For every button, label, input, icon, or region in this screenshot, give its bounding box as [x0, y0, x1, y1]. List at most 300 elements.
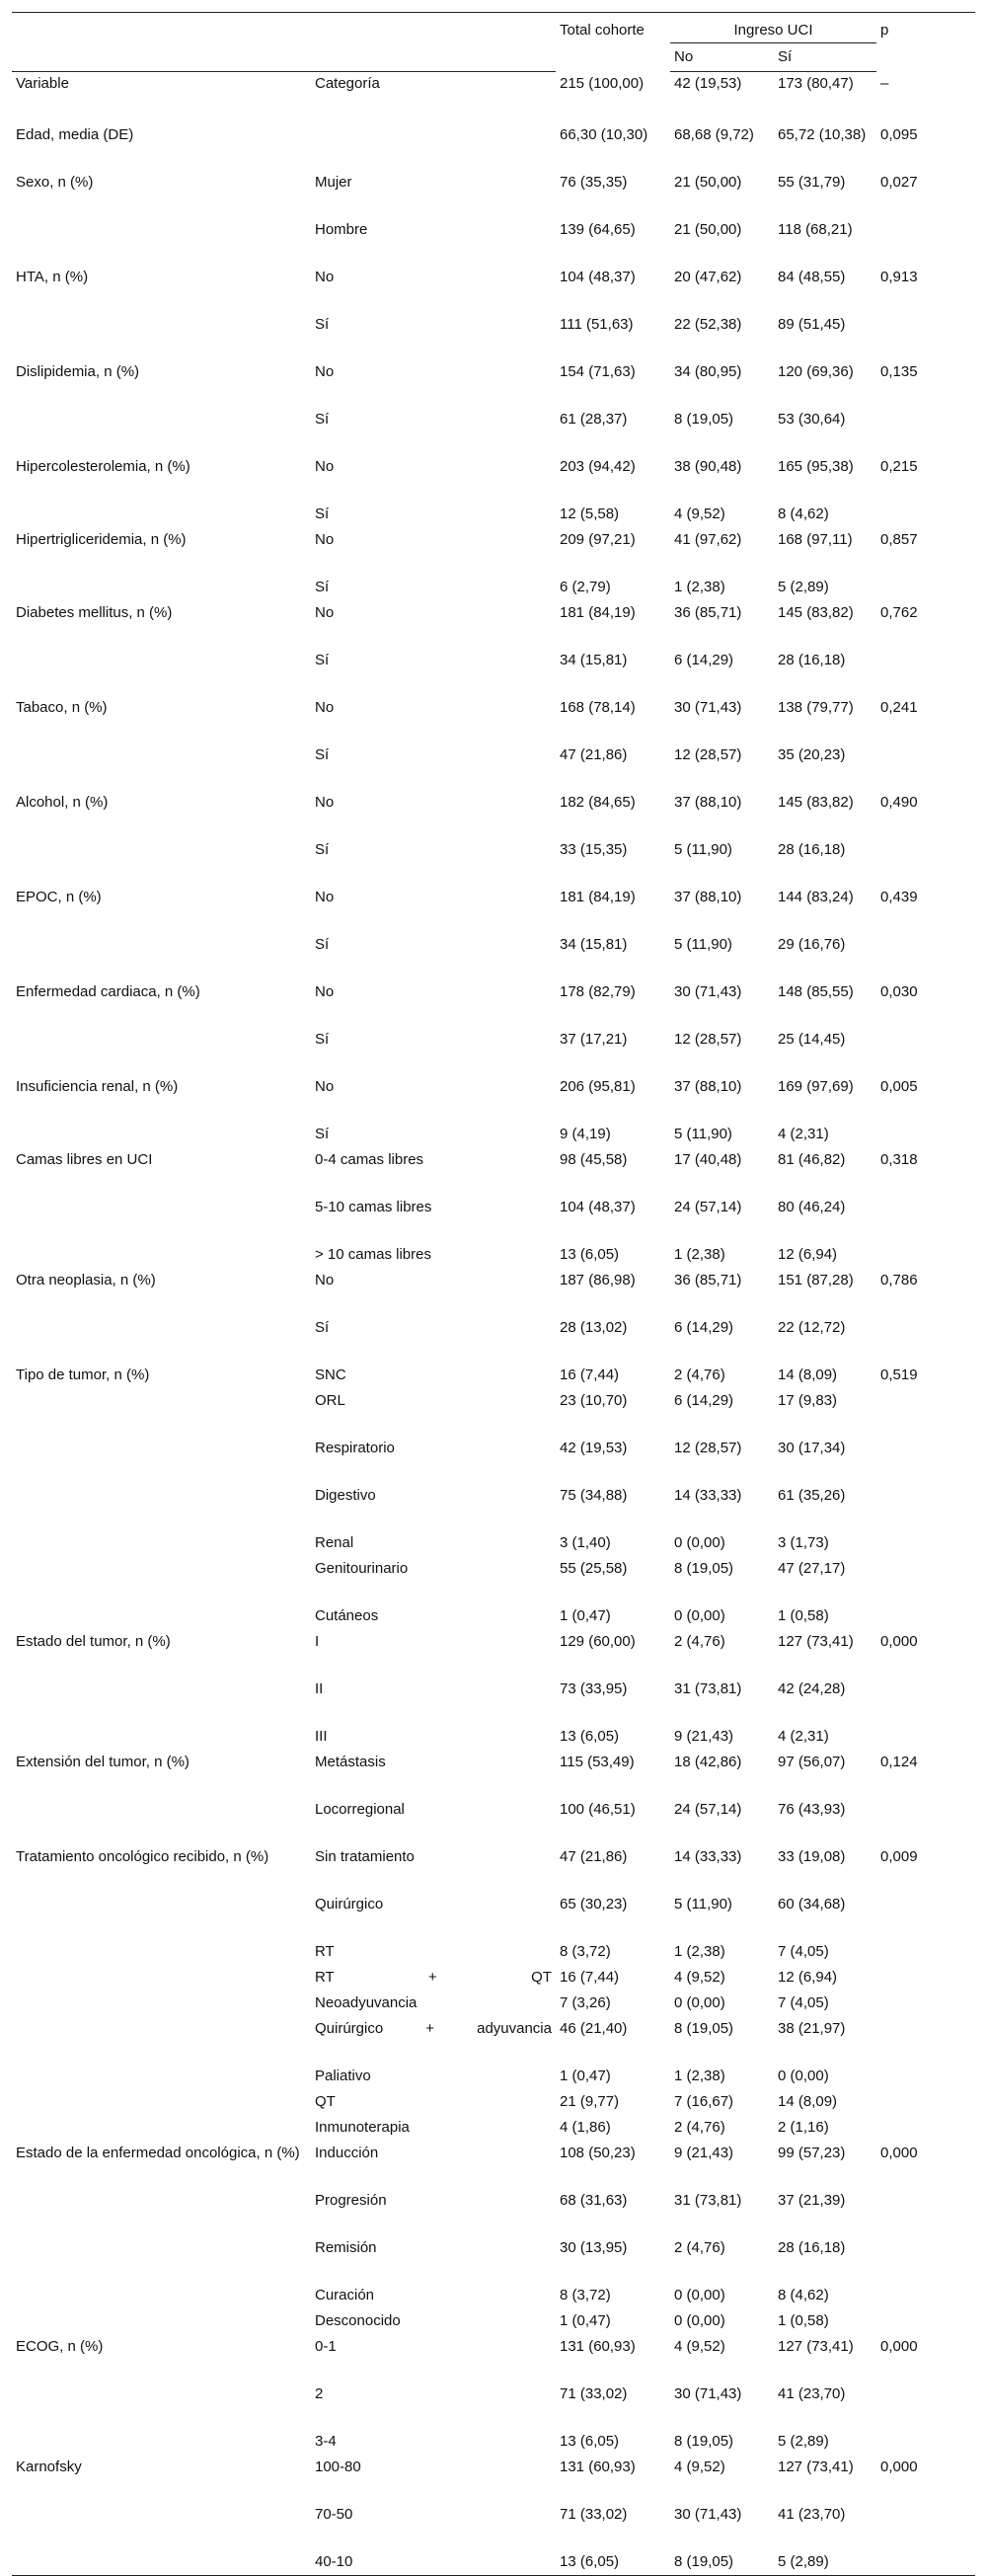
- variable-cell: Edad, media (DE): [16, 125, 134, 143]
- variable-cell: [12, 1028, 311, 1075]
- total-cell: 182 (84,65): [560, 793, 636, 811]
- p-cell: [876, 2189, 975, 2236]
- no-cell: 30 (71,43): [674, 2505, 742, 2523]
- total-cell: 71 (33,02): [560, 2505, 628, 2523]
- table-row: [12, 1075, 975, 1123]
- variable-cell: [12, 1940, 311, 1966]
- variable-cell: [12, 1437, 311, 1484]
- variable-cell: [12, 2382, 311, 2430]
- no-cell: 30 (71,43): [674, 698, 742, 716]
- si-cell: 127 (73,41): [778, 2458, 854, 2475]
- variable-cell: Sexo, n (%): [16, 173, 94, 191]
- variable-cell: [12, 576, 311, 601]
- p-cell: [876, 1437, 975, 1484]
- table-row: [12, 1966, 975, 1991]
- categoria-cell: Sí: [315, 1030, 330, 1048]
- total-cell: 4 (1,86): [560, 2118, 611, 2136]
- total-cell: 104 (48,37): [560, 268, 636, 285]
- si-cell: 42 (24,28): [778, 1679, 846, 1697]
- p-cell: [876, 1557, 975, 1604]
- no-cell: 41 (97,62): [674, 530, 742, 548]
- table-row: [12, 72, 975, 123]
- total-cell: 131 (60,93): [560, 2337, 636, 2355]
- categoria-cell: No: [315, 1271, 335, 1288]
- total-cell: 73 (33,95): [560, 1679, 628, 1697]
- si-cell: 99 (57,23): [778, 2144, 846, 2161]
- table-row: [12, 2382, 975, 2430]
- categoria-cell: Sí: [315, 840, 330, 858]
- no-cell: 8 (19,05): [674, 2019, 734, 2037]
- variable-cell: [12, 218, 311, 266]
- p-cell: [876, 1531, 975, 1557]
- categoria-cell: Sí: [315, 505, 330, 522]
- si-cell: 12 (6,94): [778, 1968, 838, 1986]
- no-cell: 0 (0,00): [674, 1993, 725, 2011]
- table-row: [12, 313, 975, 360]
- no-cell: 8 (19,05): [674, 2432, 734, 2450]
- p-cell: [876, 2382, 975, 2430]
- total-cell: 8 (3,72): [560, 2286, 611, 2303]
- total-cell: 13 (6,05): [556, 2550, 670, 2576]
- table-row: [12, 1484, 975, 1531]
- p-cell: [876, 743, 975, 791]
- p-cell: 0,857: [880, 530, 918, 548]
- no-cell: 30 (71,43): [674, 982, 742, 1000]
- table-row: [12, 1798, 975, 1845]
- total-cell: 13 (6,05): [560, 2432, 620, 2450]
- si-cell: 55 (31,79): [778, 173, 846, 191]
- variable-cell: [12, 1798, 311, 1845]
- no-cell: 20 (47,62): [674, 268, 742, 285]
- variable-cell: [12, 838, 311, 886]
- si-cell: 76 (43,93): [778, 1800, 846, 1818]
- table-body: [12, 72, 975, 2576]
- variable-cell: Otra neoplasia, n (%): [16, 1271, 156, 1288]
- variable-cell: [12, 2550, 311, 2576]
- no-cell: 12 (28,57): [674, 1030, 742, 1048]
- categoria-cell: Renal: [315, 1533, 354, 1551]
- categoria-cell: Mujer: [315, 173, 352, 191]
- total-cell: 65 (30,23): [560, 1895, 628, 1912]
- categoria-cell: Paliativo: [315, 2067, 371, 2084]
- total-cell: 6 (2,79): [560, 578, 611, 595]
- total-cell: 104 (48,37): [560, 1198, 636, 1215]
- table-row: [12, 1123, 975, 1148]
- variable-cell: [12, 408, 311, 455]
- p-cell: [876, 2550, 975, 2576]
- total-cell: 55 (25,58): [560, 1559, 628, 1577]
- total-cell: 68 (31,63): [560, 2191, 628, 2209]
- no-cell: 18 (42,86): [674, 1753, 742, 1770]
- variable-cell: [12, 1725, 311, 1751]
- categoria-cell: Digestivo: [315, 1486, 376, 1504]
- p-cell: [876, 649, 975, 696]
- no-cell: 36 (85,71): [674, 603, 742, 621]
- total-cell: 9 (4,19): [560, 1125, 611, 1142]
- categoria-cell: QT: [315, 2092, 336, 2110]
- total-cell: 33 (15,35): [560, 840, 628, 858]
- categoria-cell: 40-10: [311, 2550, 556, 2576]
- variable-cell: [12, 2090, 311, 2116]
- si-cell: 3 (1,73): [778, 1533, 829, 1551]
- no-cell: 12 (28,57): [674, 1439, 742, 1456]
- variable-cell: Diabetes mellitus, n (%): [16, 603, 173, 621]
- no-cell: 6 (14,29): [674, 651, 734, 668]
- si-cell: 7 (4,05): [778, 1942, 829, 1960]
- total-cell: 47 (21,86): [560, 745, 628, 763]
- header-blank-1: [12, 13, 311, 43]
- variable-cell: [12, 2116, 311, 2142]
- no-cell: 5 (11,90): [674, 1895, 732, 1912]
- categoria-cell: II: [315, 1679, 324, 1697]
- si-cell: 28 (16,18): [778, 651, 846, 668]
- si-cell: 173 (80,47): [778, 75, 854, 92]
- variable-cell: Insuficiencia renal, n (%): [16, 1077, 179, 1095]
- no-cell: 68,68 (9,72): [674, 125, 754, 143]
- table-row: [12, 2065, 975, 2090]
- table-row: [12, 1991, 975, 2017]
- categoria-cell: 2: [315, 2384, 324, 2402]
- categoria-cell: > 10 camas libres: [315, 1245, 431, 1263]
- table-row: [12, 123, 975, 171]
- no-cell: 5 (11,90): [674, 1125, 732, 1142]
- si-cell: 1 (0,58): [778, 1606, 829, 1624]
- p-cell: 0,000: [880, 1632, 918, 1650]
- total-cell: 46 (21,40): [560, 2019, 628, 2037]
- variable-cell: Extensión del tumor, n (%): [16, 1753, 190, 1770]
- si-cell: 30 (17,34): [778, 1439, 846, 1456]
- variable-cell: Estado del tumor, n (%): [16, 1632, 171, 1650]
- si-cell: 35 (20,23): [778, 745, 846, 763]
- table-row: [12, 1364, 975, 1389]
- total-cell: 131 (60,93): [560, 2458, 636, 2475]
- si-cell: 28 (16,18): [778, 2238, 846, 2256]
- table-row: [12, 360, 975, 408]
- si-cell: 5 (2,89): [778, 578, 829, 595]
- p-cell: [876, 1798, 975, 1845]
- header-no: No: [670, 43, 774, 72]
- p-cell: [876, 1389, 975, 1437]
- total-cell: 181 (84,19): [560, 603, 636, 621]
- categoria-cell: Sí: [315, 935, 330, 953]
- table-row: [12, 2142, 975, 2189]
- variable-cell: [12, 743, 311, 791]
- no-cell: 1 (2,38): [674, 1942, 725, 1960]
- si-cell: 14 (8,09): [778, 2092, 838, 2110]
- no-cell: 38 (90,48): [674, 457, 742, 475]
- variable-cell: [12, 1123, 311, 1148]
- table-row: [12, 171, 975, 218]
- si-cell: 25 (14,45): [778, 1030, 846, 1048]
- p-cell: [876, 576, 975, 601]
- total-cell: 1 (0,47): [560, 2067, 611, 2084]
- no-cell: 1 (2,38): [674, 578, 725, 595]
- variable-cell: Estado de la enfermedad oncológica, n (%): [16, 2144, 300, 2161]
- table-row: [12, 1630, 975, 1678]
- categoria-cell: No: [315, 888, 335, 905]
- p-cell: [876, 933, 975, 980]
- total-cell: 209 (97,21): [560, 530, 636, 548]
- p-cell: [876, 503, 975, 528]
- categoria-cell: I: [315, 1632, 320, 1650]
- categoria-cell: Remisión: [315, 2238, 377, 2256]
- si-cell: 5 (2,89): [774, 2550, 876, 2576]
- si-cell: 47 (27,17): [778, 1559, 846, 1577]
- categoria-cell: [311, 123, 556, 171]
- p-cell: [876, 1991, 975, 2017]
- p-cell: [876, 2430, 975, 2456]
- si-cell: 7 (4,05): [778, 1993, 829, 2011]
- variable-cell: Tabaco, n (%): [16, 698, 108, 716]
- no-cell: 6 (14,29): [674, 1391, 734, 1409]
- table-row: [12, 1531, 975, 1557]
- table-row: [12, 266, 975, 313]
- categoria-cell: 3-4: [315, 2432, 337, 2450]
- si-cell: 28 (16,18): [778, 840, 846, 858]
- no-cell: 14 (33,33): [674, 1486, 742, 1504]
- categoria-cell: No: [315, 793, 335, 811]
- header-blank-2: [311, 13, 556, 43]
- si-cell: 144 (83,24): [778, 888, 854, 905]
- total-cell: 12 (5,58): [560, 505, 620, 522]
- table-row: [12, 743, 975, 791]
- no-cell: 0 (0,00): [674, 2311, 725, 2329]
- categoria-cell: Sí: [315, 1318, 330, 1336]
- variable-cell: [12, 503, 311, 528]
- categoria-cell: Curación: [315, 2286, 375, 2303]
- total-cell: 98 (45,58): [560, 1150, 628, 1168]
- p-cell: 0,000: [880, 2458, 918, 2475]
- no-cell: 12 (28,57): [674, 745, 742, 763]
- total-cell: 203 (94,42): [560, 457, 636, 475]
- p-cell: [876, 1243, 975, 1269]
- table-row: [12, 649, 975, 696]
- categoria-cell: Metástasis: [315, 1753, 386, 1770]
- table-row: [12, 2090, 975, 2116]
- variable-cell: [12, 1991, 311, 2017]
- variable-cell: [12, 649, 311, 696]
- si-cell: 53 (30,64): [778, 410, 846, 428]
- total-cell: 181 (84,19): [560, 888, 636, 905]
- no-cell: 4 (9,52): [674, 1968, 725, 1986]
- si-cell: 60 (34,68): [778, 1895, 846, 1912]
- si-cell: 168 (97,11): [778, 530, 853, 548]
- categoria-cell: III: [315, 1727, 328, 1745]
- total-cell: 187 (86,98): [560, 1271, 636, 1288]
- p-cell: [876, 408, 975, 455]
- categoria-cell: 100-80: [315, 2458, 361, 2475]
- no-cell: 37 (88,10): [674, 1077, 742, 1095]
- si-cell: 118 (68,21): [778, 220, 853, 238]
- p-cell: 0,519: [880, 1366, 918, 1383]
- categoria-cell: Sí: [315, 745, 330, 763]
- no-cell: 9 (21,43): [674, 1727, 734, 1745]
- table-row: [12, 2335, 975, 2382]
- table-row: [12, 980, 975, 1028]
- p-cell: [876, 1028, 975, 1075]
- table-row: [12, 2550, 975, 2576]
- table-row: [12, 1725, 975, 1751]
- variable-cell: [12, 1531, 311, 1557]
- si-cell: 8 (4,62): [778, 505, 829, 522]
- categoria-cell: 0-4 camas libres: [315, 1150, 424, 1168]
- no-cell: 24 (57,14): [674, 1198, 742, 1215]
- no-cell: 0 (0,00): [674, 1533, 725, 1551]
- no-cell: 22 (52,38): [674, 315, 742, 333]
- variable-cell: ECOG, n (%): [16, 2337, 104, 2355]
- categoria-cell: SNC: [315, 1366, 346, 1383]
- no-cell: 2 (4,76): [674, 1632, 725, 1650]
- variable-cell: Dislipidemia, n (%): [16, 362, 140, 380]
- categoria-cell: No: [315, 982, 335, 1000]
- no-cell: 37 (88,10): [674, 793, 742, 811]
- categoria-cell: Locorregional: [315, 1800, 405, 1818]
- p-cell: [876, 2017, 975, 2065]
- p-cell: [876, 1678, 975, 1725]
- variable-cell: Alcohol, n (%): [16, 793, 109, 811]
- no-cell: 2 (4,76): [674, 2238, 725, 2256]
- categoria-cell: Desconocido: [315, 2311, 401, 2329]
- total-cell: 30 (13,95): [560, 2238, 628, 2256]
- p-cell: 0,095: [880, 125, 918, 143]
- table-row: [12, 1243, 975, 1269]
- p-cell: –: [880, 74, 889, 92]
- categoria-cell: No: [315, 603, 335, 621]
- si-cell: 89 (51,45): [778, 315, 846, 333]
- total-cell: 168 (78,14): [560, 698, 636, 716]
- p-cell: 0,000: [880, 2337, 918, 2355]
- total-cell: 1 (0,47): [560, 1606, 611, 1624]
- categoria-cell: No: [315, 530, 335, 548]
- p-cell: [876, 2065, 975, 2090]
- categoria-cell: Respiratorio: [315, 1439, 395, 1456]
- no-cell: 42 (19,53): [674, 75, 742, 92]
- total-cell: 108 (50,23): [560, 2144, 636, 2161]
- p-cell: 0,009: [880, 1847, 918, 1865]
- si-cell: 138 (79,77): [778, 698, 854, 716]
- variable-cell: [12, 313, 311, 360]
- table-row: [12, 2284, 975, 2309]
- total-cell: 206 (95,81): [560, 1077, 636, 1095]
- si-cell: 145 (83,82): [778, 603, 854, 621]
- header-total-cohorte: Total cohorte: [556, 13, 670, 72]
- categoria-cell: Cutáneos: [315, 1606, 379, 1624]
- categoria-cell: 70-50: [315, 2505, 353, 2523]
- header-p-value: p: [876, 13, 975, 72]
- variable-cell: [12, 1557, 311, 1604]
- categoria-cell: No: [315, 698, 335, 716]
- table-row: [12, 2116, 975, 2142]
- variable-cell: [12, 2065, 311, 2090]
- no-cell: 9 (21,43): [674, 2144, 734, 2161]
- p-cell: 0,439: [880, 888, 918, 905]
- variable-cell: [12, 2236, 311, 2284]
- variable-cell: [12, 2503, 311, 2550]
- si-cell: 22 (12,72): [778, 1318, 846, 1336]
- total-cell: 42 (19,53): [560, 1439, 628, 1456]
- si-cell: 17 (9,83): [778, 1391, 838, 1409]
- no-cell: 8 (19,05): [670, 2550, 774, 2576]
- variable-cell: Tratamiento oncológico recibido, n (%): [16, 1847, 269, 1865]
- table-row: [12, 1557, 975, 1604]
- categoria-cell: Neoadyuvancia: [315, 1993, 418, 2011]
- no-cell: 0 (0,00): [674, 1606, 725, 1624]
- total-cell: 76 (35,35): [560, 173, 628, 191]
- categoria-cell: Inducción: [315, 2144, 379, 2161]
- p-cell: 0,124: [880, 1753, 918, 1770]
- no-cell: 31 (73,81): [674, 1679, 742, 1697]
- table-row: [12, 933, 975, 980]
- no-cell: 8 (19,05): [674, 1559, 734, 1577]
- total-cell: 23 (10,70): [560, 1391, 628, 1409]
- total-cell: 111 (51,63): [560, 315, 634, 333]
- si-cell: 29 (16,76): [778, 935, 846, 953]
- table-row: [12, 1845, 975, 1893]
- p-cell: [876, 1966, 975, 1991]
- p-cell: 0,490: [880, 793, 918, 811]
- no-cell: 1 (2,38): [674, 1245, 725, 1263]
- table-row: [12, 1028, 975, 1075]
- categoria-cell: No: [315, 268, 335, 285]
- categoria-cell: Sí: [315, 578, 330, 595]
- p-cell: [876, 2236, 975, 2284]
- si-cell: 0 (0,00): [778, 2067, 829, 2084]
- categoria-cell: 0-1: [315, 2337, 337, 2355]
- p-cell: 0,241: [880, 698, 918, 716]
- variable-cell: Enfermedad cardiaca, n (%): [16, 982, 200, 1000]
- p-cell: 0,215: [880, 457, 918, 475]
- categoria-cell: Progresión: [315, 2191, 387, 2209]
- table-row: [12, 2017, 975, 2065]
- variable-cell: [12, 1678, 311, 1725]
- table-row: [12, 1148, 975, 1196]
- p-cell: [876, 2116, 975, 2142]
- p-cell: [876, 2503, 975, 2550]
- no-cell: 21 (50,00): [674, 173, 742, 191]
- p-cell: [876, 218, 975, 266]
- no-cell: 5 (11,90): [674, 935, 732, 953]
- variable-cell: Variable: [16, 75, 69, 92]
- total-cell: 66,30 (10,30): [560, 125, 648, 143]
- no-cell: 17 (40,48): [674, 1150, 742, 1168]
- variable-cell: [12, 1196, 311, 1243]
- total-cell: 34 (15,81): [560, 935, 628, 953]
- p-cell: 0,762: [880, 603, 918, 621]
- no-cell: 34 (80,95): [674, 362, 742, 380]
- variable-cell: [12, 1243, 311, 1269]
- si-cell: 165 (95,38): [778, 457, 854, 475]
- total-cell: 16 (7,44): [560, 1968, 620, 1986]
- variable-cell: Karnofsky: [16, 2458, 82, 2475]
- si-cell: 38 (21,97): [778, 2019, 846, 2037]
- categoria-cell: No: [315, 362, 335, 380]
- no-cell: 30 (71,43): [674, 2384, 742, 2402]
- total-cell: 37 (17,21): [560, 1030, 628, 1048]
- p-cell: 0,318: [880, 1150, 918, 1168]
- total-cell: 100 (46,51): [560, 1800, 636, 1818]
- results-table: [12, 12, 975, 2576]
- no-cell: 14 (33,33): [674, 1847, 742, 1865]
- no-cell: 4 (9,52): [674, 2337, 725, 2355]
- table-row: [12, 576, 975, 601]
- p-cell: [876, 1893, 975, 1940]
- si-cell: 2 (1,16): [778, 2118, 829, 2136]
- si-cell: 84 (48,55): [778, 268, 846, 285]
- table-row: [12, 791, 975, 838]
- p-cell: [876, 1196, 975, 1243]
- table-row: [12, 2503, 975, 2550]
- p-cell: [876, 2090, 975, 2116]
